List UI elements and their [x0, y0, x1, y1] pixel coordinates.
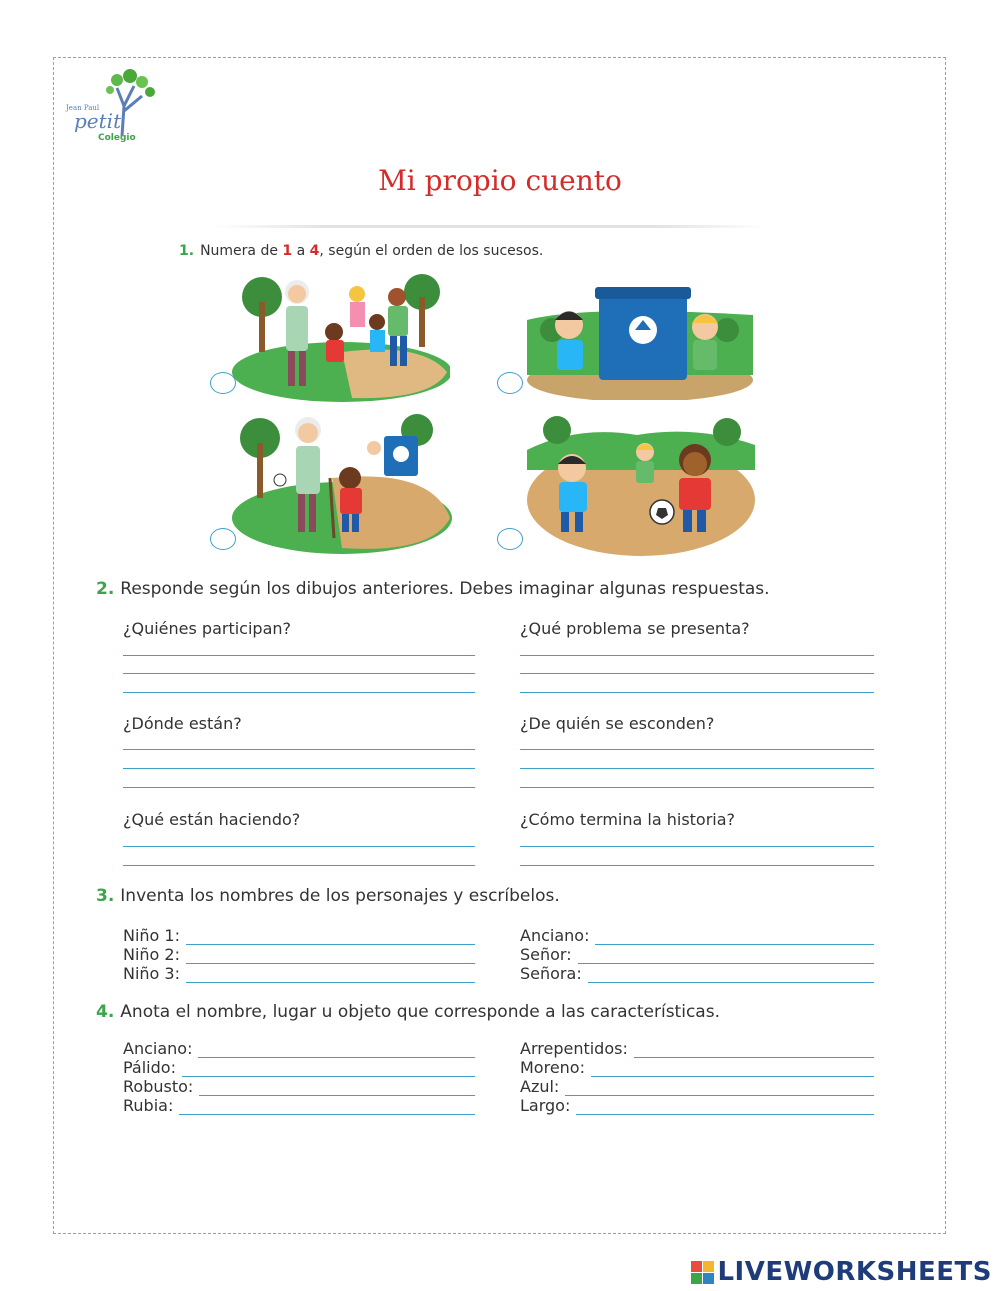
answer-input-line[interactable] [634, 1045, 874, 1058]
instruction-text: , según el orden de los sucesos. [319, 243, 544, 259]
answer-input-line[interactable] [576, 1102, 874, 1115]
answer-line[interactable] [123, 787, 475, 788]
school-logo [62, 66, 172, 146]
instruction-text: Inventa los nombres de los personajes y escríbelos. [120, 886, 560, 906]
question-label: ¿Qué problema se presenta? [520, 619, 750, 638]
name-input-line[interactable] [595, 932, 874, 945]
name-field [123, 926, 475, 945]
field-label: Anciano: [520, 926, 590, 945]
field-label: Moreno: [520, 1058, 585, 1077]
exercise2-number: 2. [96, 579, 115, 599]
answer-line[interactable] [520, 673, 874, 674]
question-label: ¿De quién se esconden? [520, 714, 715, 733]
answer-line[interactable] [123, 692, 475, 693]
field-label: Señor: [520, 945, 572, 964]
exercise4-number: 4. [96, 1002, 115, 1022]
answer-line[interactable] [520, 846, 874, 847]
order-answer-circle[interactable] [497, 528, 523, 550]
name-field [123, 945, 475, 964]
name-input-line[interactable] [588, 970, 874, 983]
answer-line[interactable] [123, 768, 475, 769]
answer-line[interactable] [123, 673, 475, 674]
svg-text:petit: petit [74, 109, 122, 133]
story-picture-2 [527, 285, 753, 400]
instruction-text: Anota el nombre, lugar u objeto que corresponde a las características. [120, 1002, 720, 1022]
logo-block [703, 1273, 714, 1284]
characteristic-field [520, 1058, 874, 1077]
exercise1-number: 1. [179, 243, 195, 259]
field-label: Largo: [520, 1096, 571, 1115]
characteristic-field [520, 1077, 874, 1096]
name-field [123, 964, 475, 983]
order-answer-circle[interactable] [497, 372, 523, 394]
name-field [520, 926, 874, 945]
exercise4-instruction [96, 1002, 720, 1022]
field-label: Niño 1: [123, 926, 180, 945]
name-input-line[interactable] [186, 932, 475, 945]
name-field [520, 945, 874, 964]
story-picture-1 [232, 272, 450, 402]
svg-text:Colegio: Colegio [98, 133, 136, 143]
answer-line[interactable] [520, 768, 874, 769]
question-label: ¿Dónde están? [123, 714, 242, 733]
logo-block [691, 1261, 702, 1272]
name-input-line[interactable] [578, 951, 874, 964]
instruction-text: Numera de [200, 243, 283, 259]
answer-line[interactable] [520, 692, 874, 693]
svg-text:Jean Paul: Jean Paul [66, 104, 100, 112]
field-label: Niño 2: [123, 945, 180, 964]
answer-input-line[interactable] [199, 1083, 475, 1096]
answer-input-line[interactable] [198, 1045, 475, 1058]
field-label: Azul: [520, 1077, 560, 1096]
field-label: Pálido: [123, 1058, 176, 1077]
field-label: Robusto: [123, 1077, 194, 1096]
liveworksheets-logo-icon [691, 1261, 714, 1284]
answer-input-line[interactable] [179, 1102, 475, 1115]
name-field [520, 964, 874, 983]
answer-line[interactable] [123, 846, 475, 847]
answer-input-line[interactable] [565, 1083, 874, 1096]
story-picture-3 [232, 408, 452, 554]
order-answer-circle[interactable] [210, 372, 236, 394]
answer-line[interactable] [123, 655, 475, 656]
characteristic-field [520, 1096, 874, 1115]
field-label: Rubia: [123, 1096, 174, 1115]
field-label: Anciano: [123, 1039, 193, 1058]
field-label: Niño 3: [123, 964, 180, 983]
exercise2-instruction [96, 579, 770, 599]
answer-line[interactable] [520, 865, 874, 866]
instruction-text: Responde según los dibujos anteriores. Debes imaginar algunas respuestas. [120, 579, 770, 599]
range-end: 4 [309, 243, 320, 259]
answer-line[interactable] [520, 749, 874, 750]
name-input-line[interactable] [186, 970, 475, 983]
exercise3-number: 3. [96, 886, 115, 906]
story-picture-4 [527, 410, 755, 556]
question-label: ¿Cómo termina la historia? [520, 810, 736, 829]
characteristic-field [123, 1058, 475, 1077]
characteristic-field [123, 1077, 475, 1096]
characteristic-field [520, 1039, 874, 1058]
title-divider [215, 225, 767, 228]
page-title: Mi propio cuento [378, 164, 622, 197]
instruction-text: a [292, 243, 310, 259]
range-start: 1 [282, 243, 293, 259]
liveworksheets-brand [691, 1257, 992, 1287]
answer-input-line[interactable] [182, 1064, 475, 1077]
logo-block [703, 1261, 714, 1272]
characteristic-field [123, 1039, 475, 1058]
question-label: ¿Qué están haciendo? [123, 810, 301, 829]
answer-line[interactable] [123, 749, 475, 750]
question-label: ¿Quiénes participan? [123, 619, 292, 638]
exercise3-instruction [96, 886, 560, 906]
brand-name: LIVEWORKSHEETS [717, 1257, 992, 1287]
exercise1-instruction [179, 243, 543, 259]
field-label: Señora: [520, 964, 582, 983]
answer-line[interactable] [520, 787, 874, 788]
logo-block [691, 1273, 702, 1284]
answer-line[interactable] [520, 655, 874, 656]
order-answer-circle[interactable] [210, 528, 236, 550]
answer-input-line[interactable] [591, 1064, 874, 1077]
answer-line[interactable] [123, 865, 475, 866]
field-label: Arrepentidos: [520, 1039, 628, 1058]
name-input-line[interactable] [186, 951, 475, 964]
characteristic-field [123, 1096, 475, 1115]
